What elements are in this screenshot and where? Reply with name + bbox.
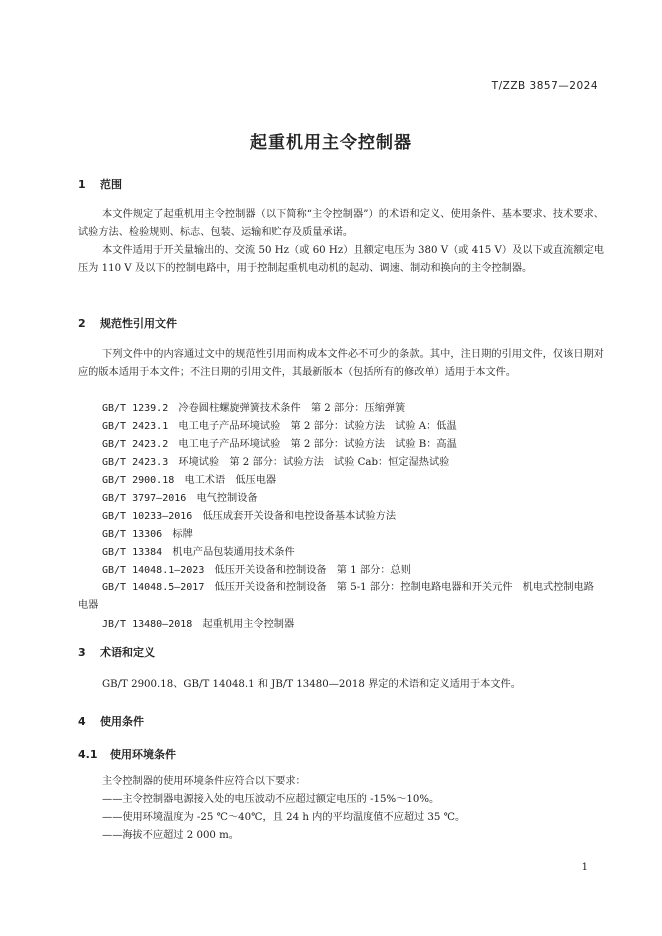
environment-item: ——海拔不应超过 2 000 m。 [102, 830, 239, 841]
reference-title: 电气控制设备 [196, 493, 258, 504]
reference-title: 电工术语 低压电器 [184, 475, 277, 486]
reference-title: 低压成套开关设备和电控设备基本试验方法 [202, 511, 397, 522]
reference-item [102, 525, 193, 540]
reference-code: GB/T 2900.18 [102, 475, 175, 486]
reference-item [102, 489, 258, 504]
reference-item [102, 561, 411, 576]
document-title: 起重机用主令控制器 [250, 133, 412, 153]
terms-paragraph: GB/T 2900.18、GB/T 14048.1 和 JB/T 13480—2018 界定的术语和定义适用于本文件。 [102, 679, 521, 690]
section-title: 术语和定义 [100, 646, 155, 659]
environment-item: ——使用环境温度为 -25 ℃～40℃，且 24 h 内的平均温度值不应超过 35 ℃。 [102, 812, 466, 823]
section-2-heading [78, 315, 177, 331]
subsection-4-1-heading [78, 746, 176, 762]
subsection-number: 4.1 [78, 748, 98, 761]
reference-title: 低压开关设备和控制设备 第 1 部分：总则 [214, 565, 411, 576]
reference-title: 环境试验 第 2 部分：试验方法 试验 Cab：恒定湿热试验 [178, 457, 450, 468]
reference-code: GB/T 2423.2 [102, 439, 169, 450]
reference-title: 电工电子产品环境试验 第 2 部分：试验方法 试验 B：高温 [178, 439, 457, 450]
reference-title: 冷卷圆柱螺旋弹簧技术条件 第 2 部分：压缩弹簧 [178, 403, 406, 414]
reference-code: JB/T 13480—2018 [102, 619, 193, 630]
reference-title: 起重机用主令控制器 [202, 619, 295, 630]
reference-item [102, 615, 294, 630]
reference-code: GB/T 2423.3 [102, 457, 169, 468]
reference-code: GB/T 10233—2016 [102, 511, 193, 522]
reference-title: 机电产品包装通用技术条件 [172, 547, 295, 558]
reference-code: GB/T 13306 [102, 529, 163, 540]
section-number: 1 [78, 178, 86, 191]
subsection-title: 使用环境条件 [110, 748, 176, 761]
reference-title: 标牌 [172, 529, 193, 540]
standard-number: T/ZZB 3857—2024 [491, 80, 598, 92]
section-3-heading [78, 644, 155, 660]
reference-title: 低压开关设备和控制设备 第 5-1 部分：控制电路电器和开关元件 机电式控制电路电器 [78, 582, 594, 611]
scope-paragraph-1: 本文件规定了起重机用主令控制器（以下简称“主令控制器”）的术语和定义、使用条件、基本要求、技术要求、试验方法、检验规则、标志、包装、运输和贮存及质量承诺。 [78, 209, 604, 238]
section-4-heading [78, 713, 144, 729]
section-title: 使用条件 [100, 715, 144, 728]
reference-code: GB/T 1239.2 [102, 403, 169, 414]
reference-item [102, 399, 405, 414]
reference-code: GB/T 14048.5—2017 [102, 582, 205, 593]
scope-paragraph-2: 本文件适用于开关量输出的、交流 50 Hz（或 60 Hz）且额定电压为 380 V（或 415 V）及以下或直流额定电压为 110 V 及以下的控制电路中，用于控制起重机电动机的起动、调速、制动和换向的主令控制器。 [78, 245, 604, 274]
section-title: 范围 [100, 178, 122, 191]
reference-item [102, 543, 295, 558]
reference-item [102, 453, 449, 468]
reference-code: GB/T 13384 [102, 547, 163, 558]
reference-item [78, 579, 604, 615]
reference-code: GB/T 2423.1 [102, 421, 169, 432]
environment-intro: 主令控制器的使用环境条件应符合以下要求： [102, 776, 306, 787]
reference-code: GB/T 14048.1—2023 [102, 565, 205, 576]
reference-item [102, 417, 457, 432]
page-number: 1 [581, 862, 588, 873]
reference-item [102, 507, 396, 522]
section-1-heading [78, 176, 122, 192]
section-number: 4 [78, 715, 86, 728]
reference-item [102, 471, 276, 486]
environment-item: ——主令控制器电源接入处的电压波动不应超过额定电压的 -15%～10%。 [102, 794, 440, 805]
reference-item [102, 435, 457, 450]
reference-title: 电工电子产品环境试验 第 2 部分：试验方法 试验 A：低温 [178, 421, 457, 432]
reference-code: GB/T 3797—2016 [102, 493, 187, 504]
section-number: 3 [78, 646, 86, 659]
section-title: 规范性引用文件 [100, 317, 177, 330]
section-number: 2 [78, 317, 86, 330]
references-intro: 下列文件中的内容通过文中的规范性引用而构成本文件必不可少的条款。其中，注日期的引用文件，仅该日期对应的版本适用于本文件；不注日期的引用文件，其最新版本（包括所有的修改单）适用于本文件。 [78, 349, 604, 378]
